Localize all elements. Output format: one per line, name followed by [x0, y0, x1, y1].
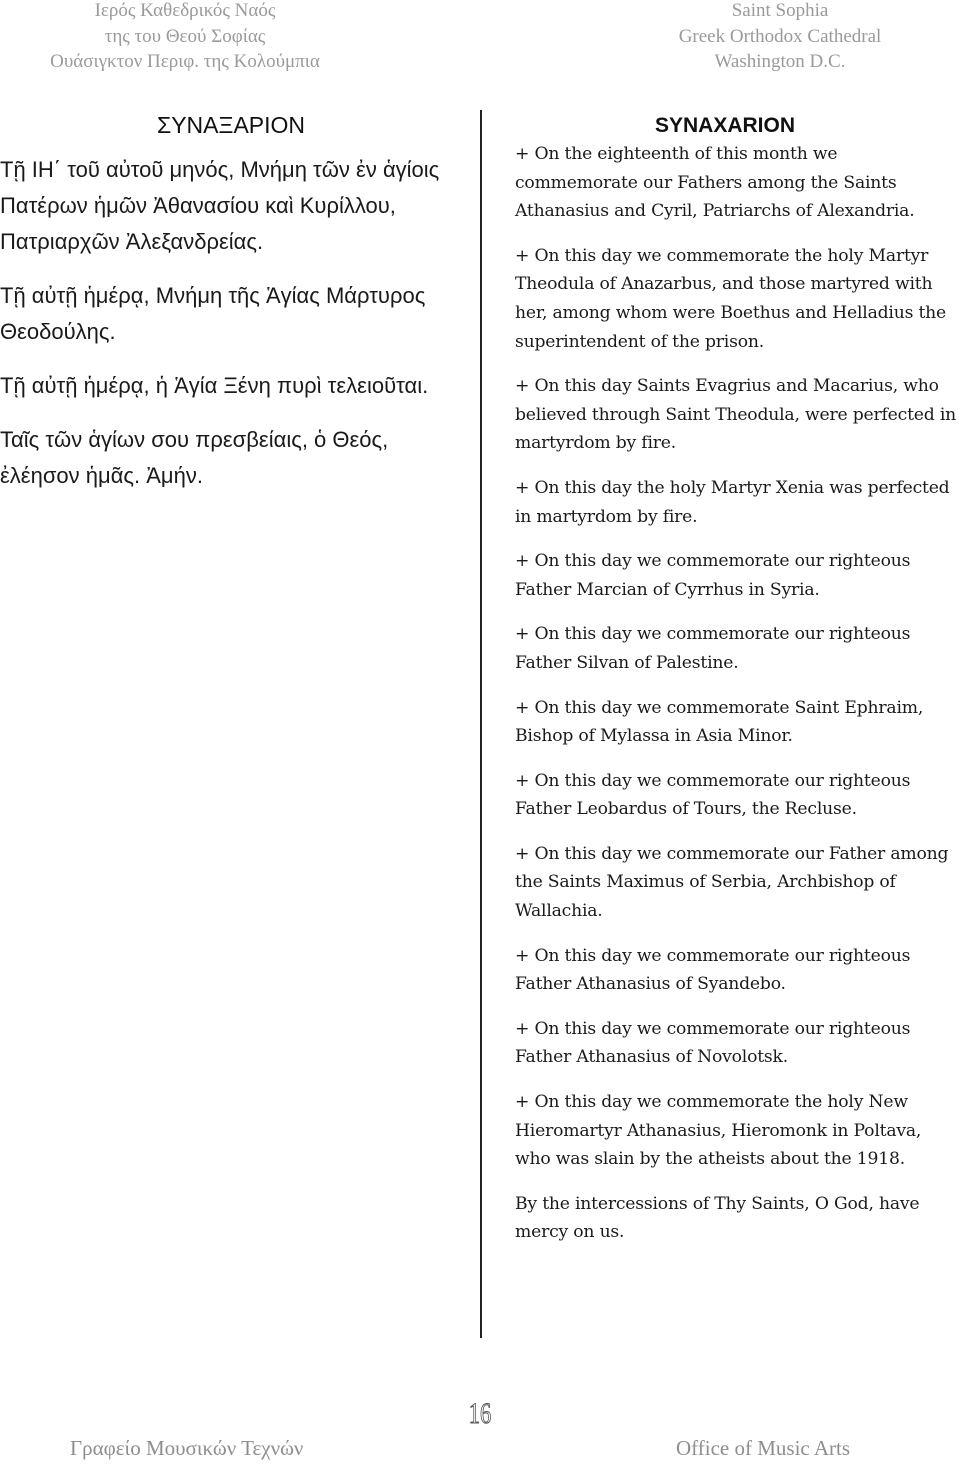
greek-column — [0, 110, 462, 512]
header-right-line: Greek Orthodox Cathedral — [678, 25, 882, 47]
english-entry: + On this day the holy Martyr Xenia was perfected in martyrdom by fire. — [515, 477, 950, 527]
english-entry: + On this day we commemorate Saint Ephraim, Bishop of Mylassa in Asia Minor. — [515, 697, 924, 747]
english-entry: + On this day we commemorate the holy New Hieromartyr Athanasius, Hieromonk in Poltava, who was slain by the atheists about the 1918. — [515, 1092, 922, 1170]
header-left-line: της του Θεού Σοφίας — [104, 25, 266, 47]
greek-paragraph: Τῇ αὐτῇ ἡμέρᾳ, Μνήμη τῆς Ἁγίας Μάρτυρος Θεοδούλης. — [0, 283, 426, 344]
english-entry: + On this day we commemorate our righteous Father Silvan of Palestine. — [515, 624, 911, 673]
footer-right: Office of Music Arts — [676, 1436, 850, 1460]
header-left-line: Ιερός Καθεδρικός Ναός — [94, 0, 276, 21]
english-entry: + On the eighteenth of this month we commemorate our Fathers among the Saints Athanasius and Cyril, Patriarchs of Alexandria. — [515, 144, 915, 222]
english-entry: + On this day we commemorate our righteous Father Athanasius of Syandebo. — [515, 945, 911, 995]
english-title: SYNAXARION — [654, 114, 796, 137]
english-closing: By the intercessions of Thy Saints, O God, have mercy on us. — [515, 1193, 920, 1243]
english-entry: + On this day we commemorate our righteous Father Leobardus of Tours, the Recluse. — [515, 770, 911, 820]
header-right-line: Washington D.C. — [714, 51, 846, 72]
english-entry: + On this day we commemorate our Father among the Saints Maximus of Serbia, Archbishop of Wallachia. — [515, 843, 949, 922]
header-left — [0, 0, 370, 75]
header-left-line: Ουάσιγκτον Περιφ. της Κολούμπια — [50, 51, 320, 72]
english-entry: + On this day we commemorate the holy Martyr Theodula of Anazarbus, and those martyred with her, among whom were Boethus and Helladius the superintendent of the prison. — [515, 245, 947, 352]
greek-paragraph: Τῇ αὐτῇ ἡμέρᾳ, ἡ Ἁγία Ξένη πυρὶ τελειοῦται. — [0, 373, 429, 398]
page-number: 16 — [468, 1397, 492, 1430]
column-divider — [480, 110, 482, 1338]
greek-paragraph: Ταῖς τῶν ἁγίων σου πρεσβείαις, ὁ Θεός, ἐλέησον ἡμᾶς. Ἀμήν. — [0, 427, 389, 488]
greek-paragraph: Τῇ ΙΗ΄ τοῦ αὐτοῦ μηνός, Μνήμη τῶν ἐν ἁγίοις Πατέρων ἡμῶν Ἀθανασίου καὶ Κυρίλλου, Πατριαρχῶν Ἀλεξανδρείας. — [0, 157, 440, 254]
greek-title: ΣΥΝΑΞΑΡΙΟΝ — [156, 112, 306, 138]
english-entry: + On this day we commemorate our righteous Father Marcian of Cyrrhus in Syria. — [515, 551, 911, 600]
header-right-line: Saint Sophia — [731, 0, 829, 21]
english-column — [515, 112, 960, 1263]
english-entry: + On this day Saints Evagrius and Macarius, who believed through Saint Theodula, were perfected in martyrdom by fire. — [515, 376, 956, 454]
english-entry: + On this day we commemorate our righteous Father Athanasius of Novolotsk. — [515, 1018, 911, 1068]
header-right — [600, 0, 960, 75]
footer-left: Γραφείο Μουσικών Τεχνών — [70, 1436, 304, 1460]
